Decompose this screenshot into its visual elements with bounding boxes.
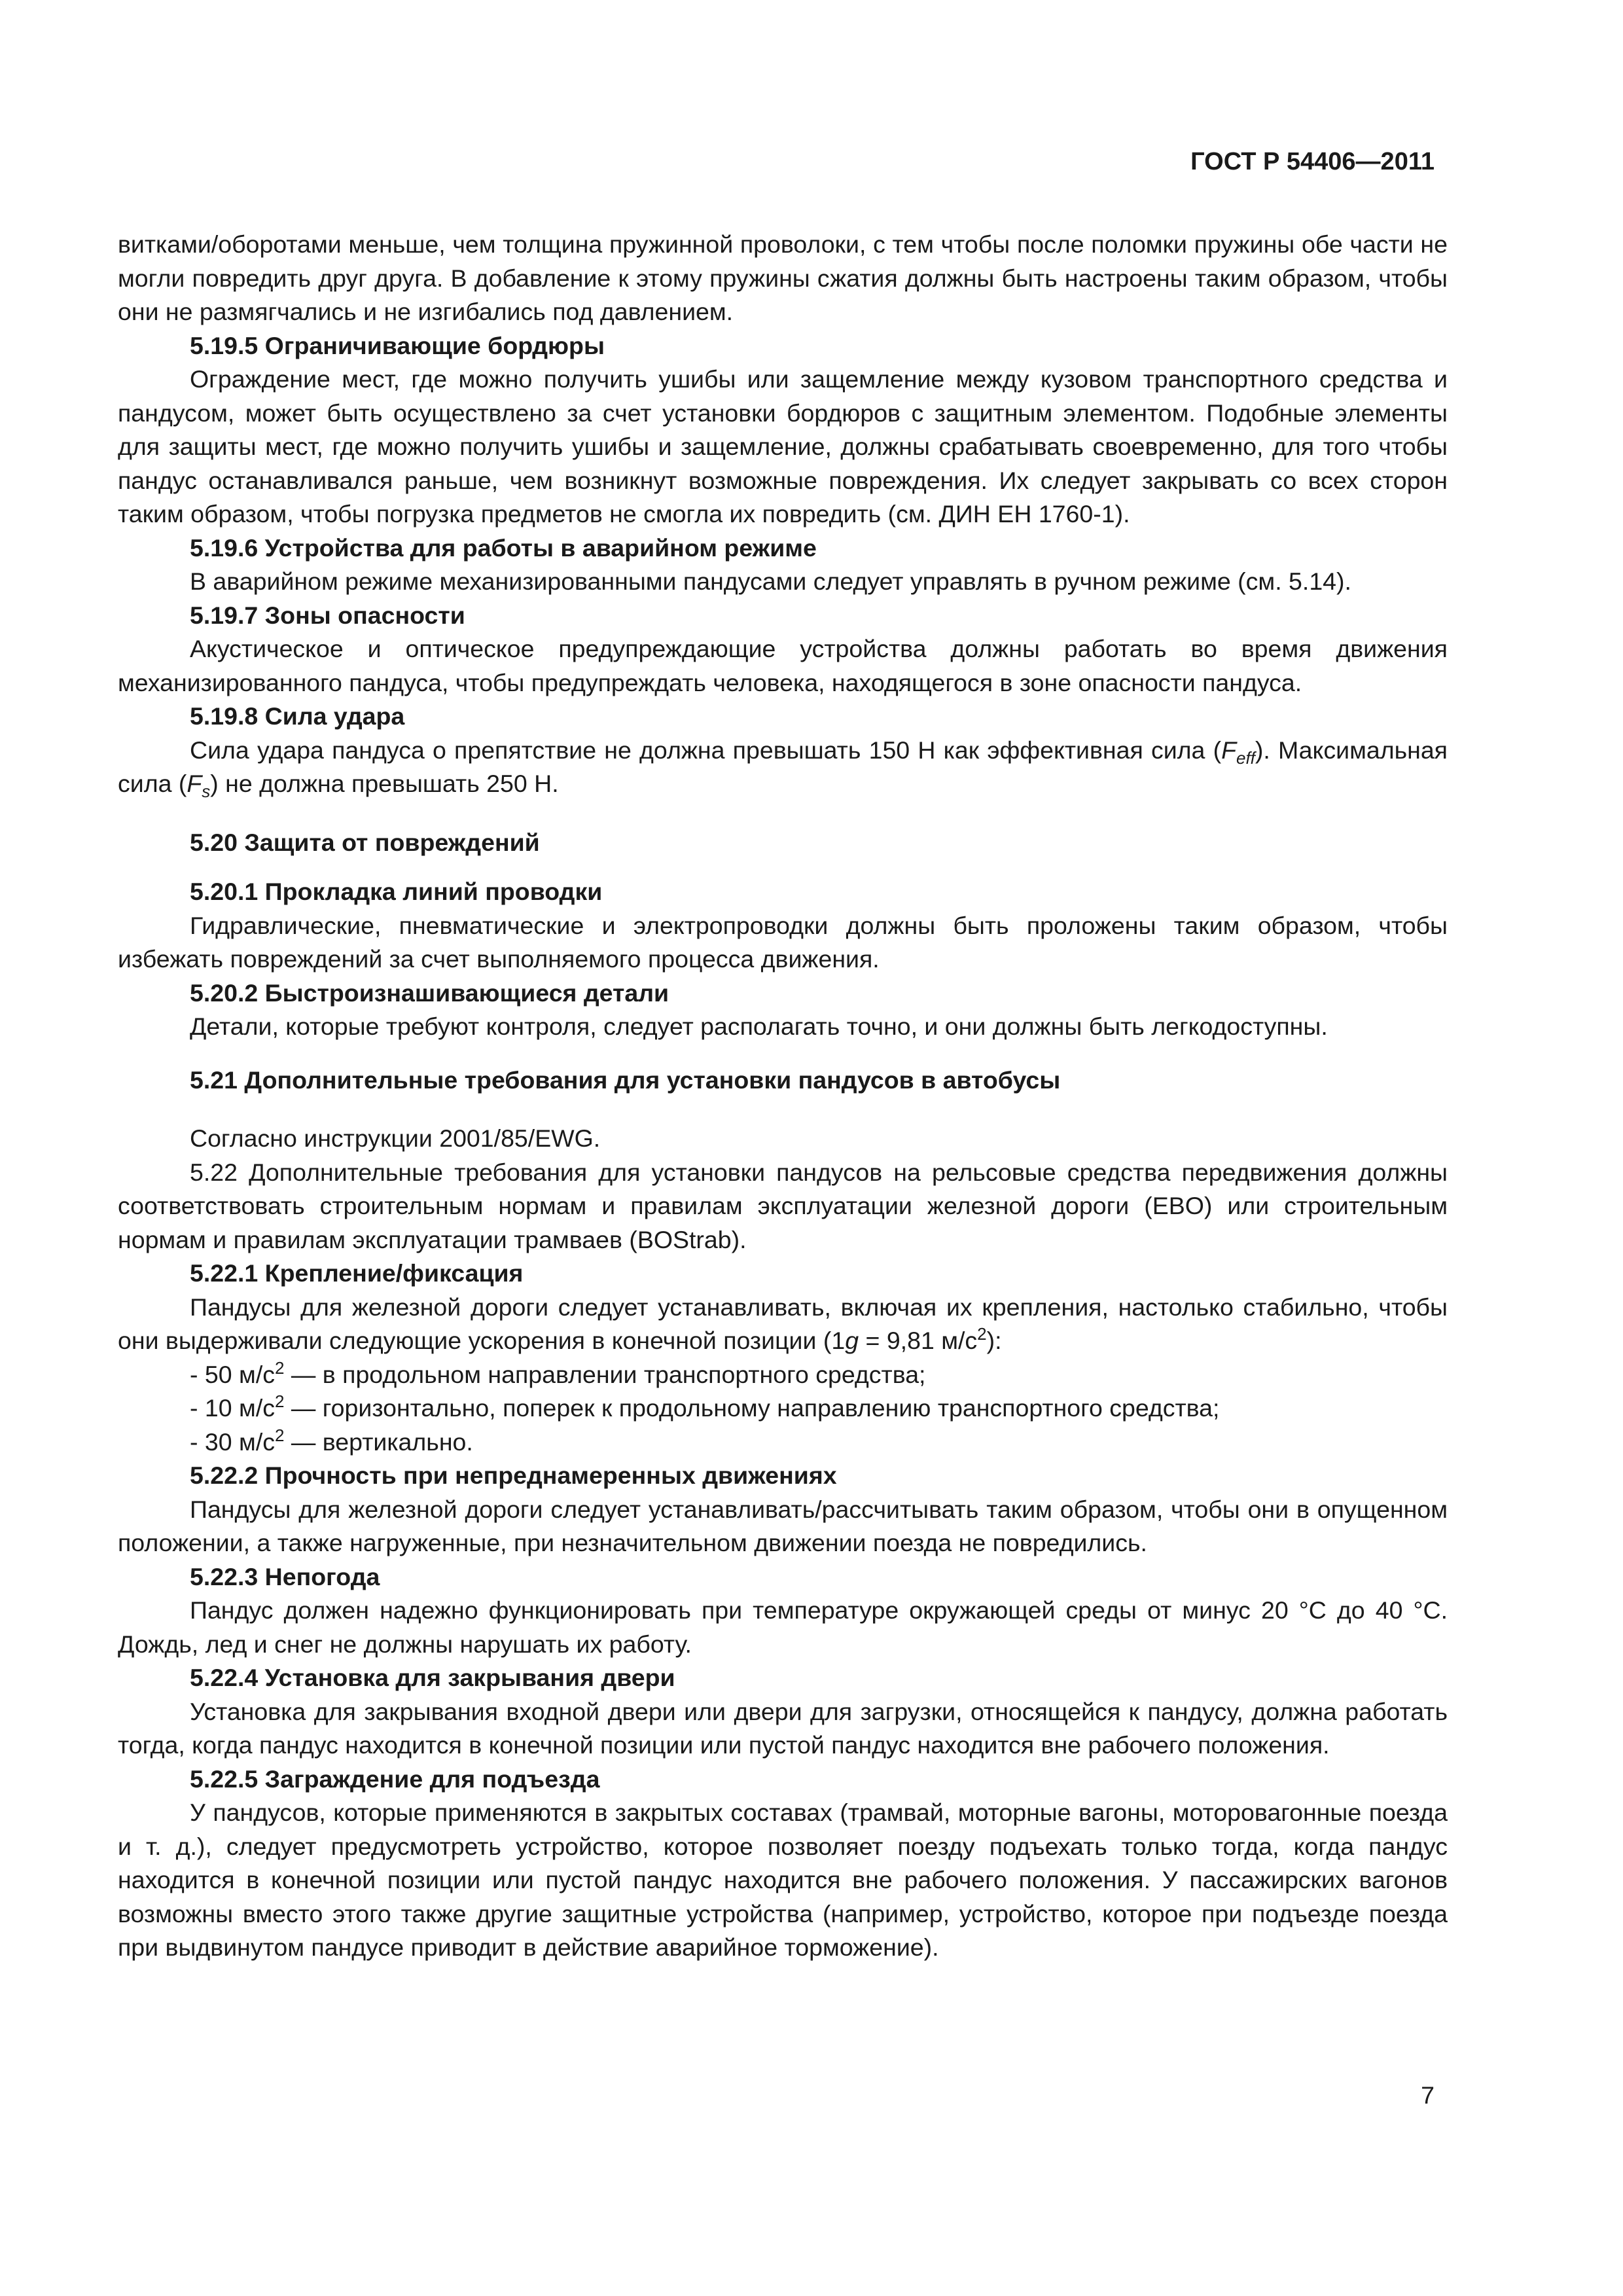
subsection-heading: 5.22.1 Крепление/фиксация xyxy=(190,1259,524,1287)
document-body xyxy=(118,228,1448,1965)
subsection-heading: 5.22.4 Установка для закрывания двери xyxy=(190,1664,675,1691)
paragraph: Детали, которые требуют контроля, следует располагать точно, и они должны быть легкодоступны. xyxy=(190,1013,1328,1040)
paragraph: У пандусов, которые применяются в закрытых составах (трамвай, моторные вагоны, моторовагонные поезда и т. д.), следует предусмотреть устройство, которое позволяет поезду подъехать только тогда, когда пандус находится в конечной позиции или пустой пандус находится вне рабочего положения. У пассажирских вагонов возможны вместо этого также другие защитные устройства (например, устройство, которое при подъезде поезда при выдвинутом пандусе приводит в действие аварийное торможение). xyxy=(118,1799,1448,1961)
paragraph: 5.22 Дополнительные требования для установки пандусов на рельсовые средства передвижения должны соответствовать строительным нормам и правилам эксплуатации железной дороги (EBO) или строительным нормам и правилам эксплуатации трамваев (BOStrab). xyxy=(118,1158,1448,1253)
subsection-heading: 5.19.5 Ограничивающие бордюры xyxy=(190,331,605,359)
paragraph: - 50 $м/с^2$ — в продольном направлении транспортного средства; xyxy=(190,1357,926,1388)
paragraph: - 30 $м/с^2$ — вертикально. xyxy=(190,1425,473,1456)
paragraph: Пандусы для железной дороги следует устанавливать/рассчитывать таким образом, чтобы они в опущенном положении, а также нагруженные, при незначительном движении поезда не повредились. xyxy=(118,1495,1448,1556)
paragraph: Сила удара пандуса о препятствие не должна превышать 150 Н как эффективная сила $(F_{eff})$. Максимальная сила $(F_s)$ не должна превышать 250 Н. xyxy=(118,736,1448,801)
paragraph: Ограждение мест, где можно получить ушибы или защемление между кузовом транспортного средства и пандусом, может быть осуществлено за счет установки бордюров с защитным элементом. Подобные элементы для защиты мест, где можно получить ушибы и защемление, должны срабатывать своевременно, для того чтобы пандус останавливался раньше, чем возникнут возможные повреждения. Их следует закрывать со всех сторон таким образом, чтобы погрузка предметов не смогла их повредить (см. ДИН ЕН 1760-1). xyxy=(118,365,1448,528)
subsection-heading: 5.19.8 Сила удара xyxy=(190,702,405,730)
page-number: 7 xyxy=(1421,2081,1435,2109)
paragraph: Пандусы для железной дороги следует устанавливать, включая их крепления, настолько стабильно, чтобы они выдерживали следующие ускорения в конечной позиции (1g = 9,81 $м/с^2$): xyxy=(118,1293,1448,1354)
subsection-heading: 5.22.3 Непогода xyxy=(190,1562,380,1590)
subsection-heading: 5.22.5 Заграждение для подъезда xyxy=(190,1765,600,1793)
paragraph: витками/оборотами меньше, чем толщина пружинной проволоки, с тем чтобы после поломки пружины обе части не могли повредить друг друга. В добавление к этому пружины сжатия должны быть настроены таким образом, чтобы они не размягчались и не изгибались под давлением. xyxy=(118,230,1448,325)
section-heading: 5.21 Дополнительные требования для установки пандусов в автобусы xyxy=(190,1066,1061,1094)
section-heading: 5.20 Защита от повреждений xyxy=(190,828,540,856)
subsection-heading: 5.19.7 Зоны опасности xyxy=(190,601,465,629)
subsection-heading: 5.20.2 Быстроизнашивающиеся детали xyxy=(190,978,669,1007)
paragraph: Акустическое и оптическое предупреждающие устройства должны работать во время движения механизированного пандуса, чтобы предупреждать человека, находящегося в зоне опасности пандуса. xyxy=(118,635,1448,696)
paragraph: Установка для закрывания входной двери или двери для загрузки, относящейся к пандусу, должна работать тогда, когда пандус находится в конечной позиции или пустой пандус находится вне рабочего положения. xyxy=(118,1697,1448,1759)
paragraph: Пандус должен надежно функционировать при температуре окружающей среды от минус 20 °С до 40 °С. Дождь, лед и снег не должны нарушать их работу. xyxy=(118,1596,1448,1658)
paragraph: В аварийном режиме механизированными пандусами следует управлять в ручном режиме (см. 5.14). xyxy=(190,567,1351,595)
subsection-heading: 5.22.2 Прочность при непреднамеренных движениях xyxy=(190,1462,837,1489)
paragraph: Гидравлические, пневматические и электропроводки должны быть проложены таким образом, чтобы избежать повреждений за счет выполняемого процесса движения. xyxy=(118,911,1448,973)
paragraph: - 10 $м/с^2$ — горизонтально, поперек к продольному направлению транспортного средства; xyxy=(190,1391,1220,1422)
subsection-heading: 5.19.6 Устройства для работы в аварийном режиме xyxy=(190,533,817,562)
paragraph: Согласно инструкции 2001/85/EWG. xyxy=(190,1124,601,1152)
document-id-header: ГОСТ Р 54406—2011 xyxy=(1190,148,1435,175)
subsection-heading: 5.20.1 Прокладка линий проводки xyxy=(190,878,603,905)
